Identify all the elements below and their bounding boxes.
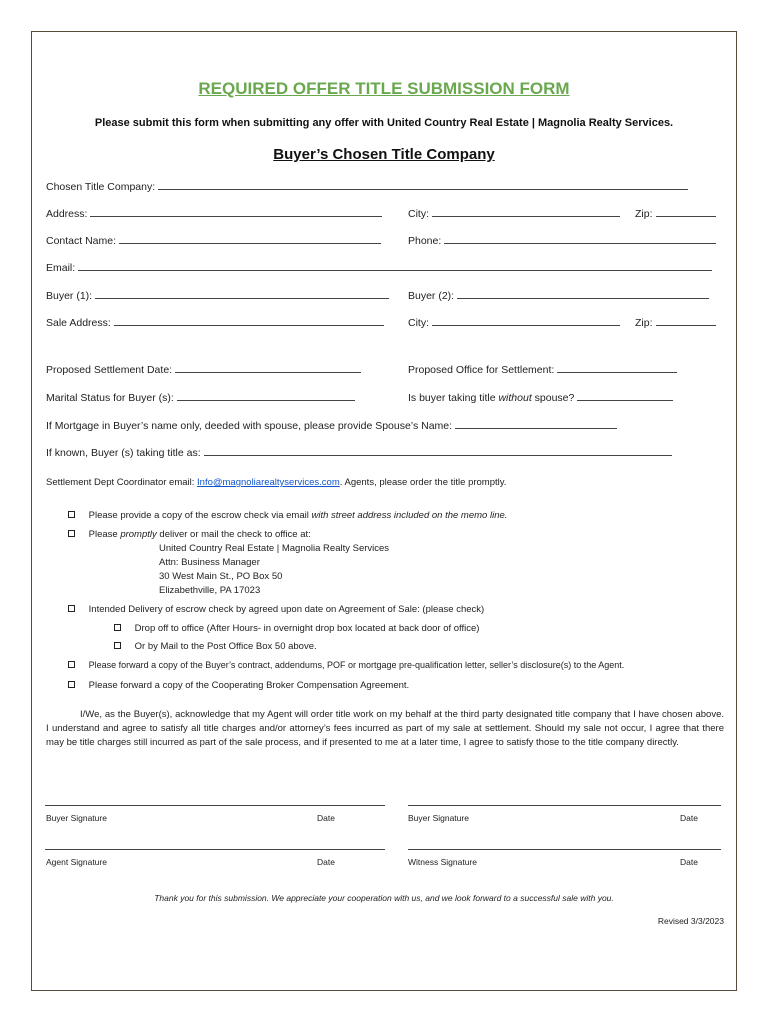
settlement-date-label: Proposed Settlement Date: bbox=[46, 364, 173, 376]
check-by-mail-text: Or by Mail to the Post Office Box 50 above. bbox=[134, 641, 317, 652]
check-escrow-email[interactable] bbox=[68, 510, 507, 521]
check-forward-compensation-text: Please forward a copy of the Cooperating Broker Compensation Agreement. bbox=[88, 680, 410, 691]
contact-name-line[interactable] bbox=[119, 234, 381, 244]
zip-line[interactable] bbox=[656, 207, 716, 217]
zip2-line[interactable] bbox=[656, 316, 716, 326]
agent-signature-line[interactable] bbox=[45, 849, 385, 850]
contact-name-label: Contact Name: bbox=[46, 235, 117, 247]
buyer1-label: Buyer (1): bbox=[46, 290, 93, 302]
sale-address-label: Sale Address: bbox=[46, 317, 111, 329]
check-intended-delivery-text: Intended Delivery of escrow check by agreed upon date on Agreement of Sale: (please check) bbox=[88, 604, 485, 615]
buyer1-line[interactable] bbox=[95, 289, 389, 299]
buyer2-line[interactable] bbox=[457, 289, 709, 299]
sale-address-line[interactable] bbox=[114, 316, 384, 326]
zip-field[interactable] bbox=[635, 207, 716, 220]
buyer2-signature-label: Buyer Signature bbox=[408, 813, 469, 823]
office-address-line1: United Country Real Estate | Magnolia Realty Services bbox=[159, 543, 390, 554]
checkbox-escrow-email[interactable] bbox=[68, 511, 75, 518]
buyer-taking-title-label: If known, Buyer (s) taking title as: bbox=[46, 447, 201, 459]
settlement-office-field[interactable] bbox=[408, 363, 677, 376]
buyer1-date-label: Date bbox=[317, 813, 335, 823]
checkbox-by-mail[interactable] bbox=[114, 642, 121, 649]
buyer2-date-label: Date bbox=[680, 813, 698, 823]
check-drop-off-text: Drop off to office (After Hours- in overnight drop box located at back door of office) bbox=[134, 623, 480, 634]
chosen-title-company-field[interactable] bbox=[46, 180, 688, 193]
agent-date-label: Date bbox=[317, 857, 335, 867]
coordinator-label: Settlement Dept Coordinator email: bbox=[46, 477, 195, 488]
office-address-line2: Attn: Business Manager bbox=[159, 557, 260, 568]
email-field[interactable] bbox=[46, 261, 712, 274]
coordinator-email-link[interactable]: Info@magnoliarealtyservices.com bbox=[197, 477, 340, 488]
city-field[interactable] bbox=[408, 207, 620, 220]
checkbox-drop-off[interactable] bbox=[114, 624, 121, 631]
check-escrow-email-em: with street address included on the memo line. bbox=[311, 510, 508, 521]
buyer2-signature-line[interactable] bbox=[408, 805, 721, 806]
spouse-name-field[interactable] bbox=[46, 419, 617, 432]
taking-title-label-em: without bbox=[498, 392, 532, 404]
address-line[interactable] bbox=[90, 207, 382, 217]
check-deliver-mail-post: deliver or mail the check to office at: bbox=[156, 529, 311, 540]
settlement-date-field[interactable] bbox=[46, 363, 361, 376]
marital-status-line[interactable] bbox=[177, 391, 355, 401]
witness-signature-line[interactable] bbox=[408, 849, 721, 850]
city2-label: City: bbox=[408, 317, 429, 329]
spouse-name-label: If Mortgage in Buyer’s name only, deeded with spouse, please provide Spouse’s Name: bbox=[46, 420, 453, 432]
witness-date-label: Date bbox=[680, 857, 698, 867]
address-label: Address: bbox=[46, 208, 88, 220]
check-forward-contract-text: Please forward a copy of the Buyer’s contract, addendums, POF or mortgage pre-qualification letter, seller’s disclosure(s) to the Agent. bbox=[88, 660, 625, 670]
check-deliver-mail-em: promptly bbox=[120, 529, 157, 540]
check-intended-delivery[interactable] bbox=[68, 604, 484, 615]
buyer-taking-title-field[interactable] bbox=[46, 446, 672, 459]
phone-label: Phone: bbox=[408, 235, 442, 247]
address-field[interactable] bbox=[46, 207, 382, 220]
thank-you-note: Thank you for this submission. We appreciate your cooperation with us, and we look forward to a successful sale with you. bbox=[154, 893, 614, 903]
settlement-date-line[interactable] bbox=[175, 363, 361, 373]
coordinator-suffix: . Agents, please order the title promptly. bbox=[339, 477, 507, 488]
chosen-title-company-label: Chosen Title Company: bbox=[46, 181, 156, 193]
checkbox-forward-compensation[interactable] bbox=[68, 681, 75, 688]
city-line[interactable] bbox=[432, 207, 620, 217]
email-label: Email: bbox=[46, 262, 76, 274]
form-subtitle: Please submit this form when submitting any offer with United Country Real Estate | Magnolia Realty Services. bbox=[94, 117, 674, 129]
email-line[interactable] bbox=[78, 261, 712, 271]
buyer-taking-title-line[interactable] bbox=[204, 446, 672, 456]
buyer1-signature-line[interactable] bbox=[45, 805, 385, 806]
checkbox-deliver-mail[interactable] bbox=[68, 530, 75, 537]
marital-status-field[interactable] bbox=[46, 391, 355, 404]
buyer2-label: Buyer (2): bbox=[408, 290, 455, 302]
check-escrow-email-text: Please provide a copy of the escrow check via email bbox=[88, 510, 312, 521]
taking-title-field[interactable] bbox=[408, 391, 673, 404]
buyer2-field[interactable] bbox=[408, 289, 709, 302]
acknowledgement-text: I/We, as the Buyer(s), acknowledge that my Agent will order title work on my behalf at the third party designated title company that I have chosen above. I understand and agree to satisfy all title charges and/or attorney’s fees incurred as part of my sale at settlement. Should my sale not occur, I agree that there may be title charges still incurred as part of the sale process, and if presented to me at a later time, I agree to satisfy those to the title company directly. bbox=[46, 709, 724, 748]
office-address-line4: Elizabethville, PA 17023 bbox=[159, 585, 261, 596]
revision-date: Revised 3/3/2023 bbox=[657, 916, 724, 926]
check-drop-off[interactable] bbox=[114, 623, 479, 634]
taking-title-label-post: spouse? bbox=[531, 392, 575, 404]
check-deliver-mail-pre: Please bbox=[88, 529, 121, 540]
zip2-label: Zip: bbox=[635, 317, 653, 329]
form-title: REQUIRED OFFER TITLE SUBMISSION FORM bbox=[198, 79, 570, 98]
city2-field[interactable] bbox=[408, 316, 620, 329]
contact-name-field[interactable] bbox=[46, 234, 381, 247]
section-title: Buyer’s Chosen Title Company bbox=[273, 146, 495, 163]
checkbox-intended-delivery[interactable] bbox=[68, 605, 75, 612]
coordinator-line bbox=[46, 477, 506, 488]
zip2-field[interactable] bbox=[635, 316, 716, 329]
city-label: City: bbox=[408, 208, 429, 220]
settlement-office-line[interactable] bbox=[557, 363, 677, 373]
chosen-title-company-line[interactable] bbox=[158, 180, 688, 190]
check-forward-compensation[interactable] bbox=[68, 680, 409, 691]
buyer1-field[interactable] bbox=[46, 289, 389, 302]
settlement-office-label: Proposed Office for Settlement: bbox=[408, 364, 555, 376]
form-page bbox=[31, 31, 737, 991]
check-by-mail[interactable] bbox=[114, 641, 317, 652]
phone-field[interactable] bbox=[408, 234, 716, 247]
agent-signature-label: Agent Signature bbox=[46, 857, 107, 867]
sale-address-field[interactable] bbox=[46, 316, 384, 329]
witness-signature-label: Witness Signature bbox=[408, 857, 477, 867]
office-address-line3: 30 West Main St., PO Box 50 bbox=[159, 571, 283, 582]
taking-title-line[interactable] bbox=[577, 391, 673, 401]
city2-line[interactable] bbox=[432, 316, 620, 326]
phone-line[interactable] bbox=[444, 234, 716, 244]
marital-status-label: Marital Status for Buyer (s): bbox=[46, 392, 174, 404]
acknowledgement-paragraph bbox=[46, 708, 724, 750]
check-deliver-mail[interactable] bbox=[68, 529, 311, 540]
taking-title-label-pre: Is buyer taking title bbox=[408, 392, 499, 404]
zip-label: Zip: bbox=[635, 208, 653, 220]
check-forward-contract[interactable] bbox=[68, 660, 624, 671]
spouse-name-line[interactable] bbox=[455, 419, 617, 429]
checkbox-forward-contract[interactable] bbox=[68, 661, 75, 668]
buyer1-signature-label: Buyer Signature bbox=[46, 813, 107, 823]
